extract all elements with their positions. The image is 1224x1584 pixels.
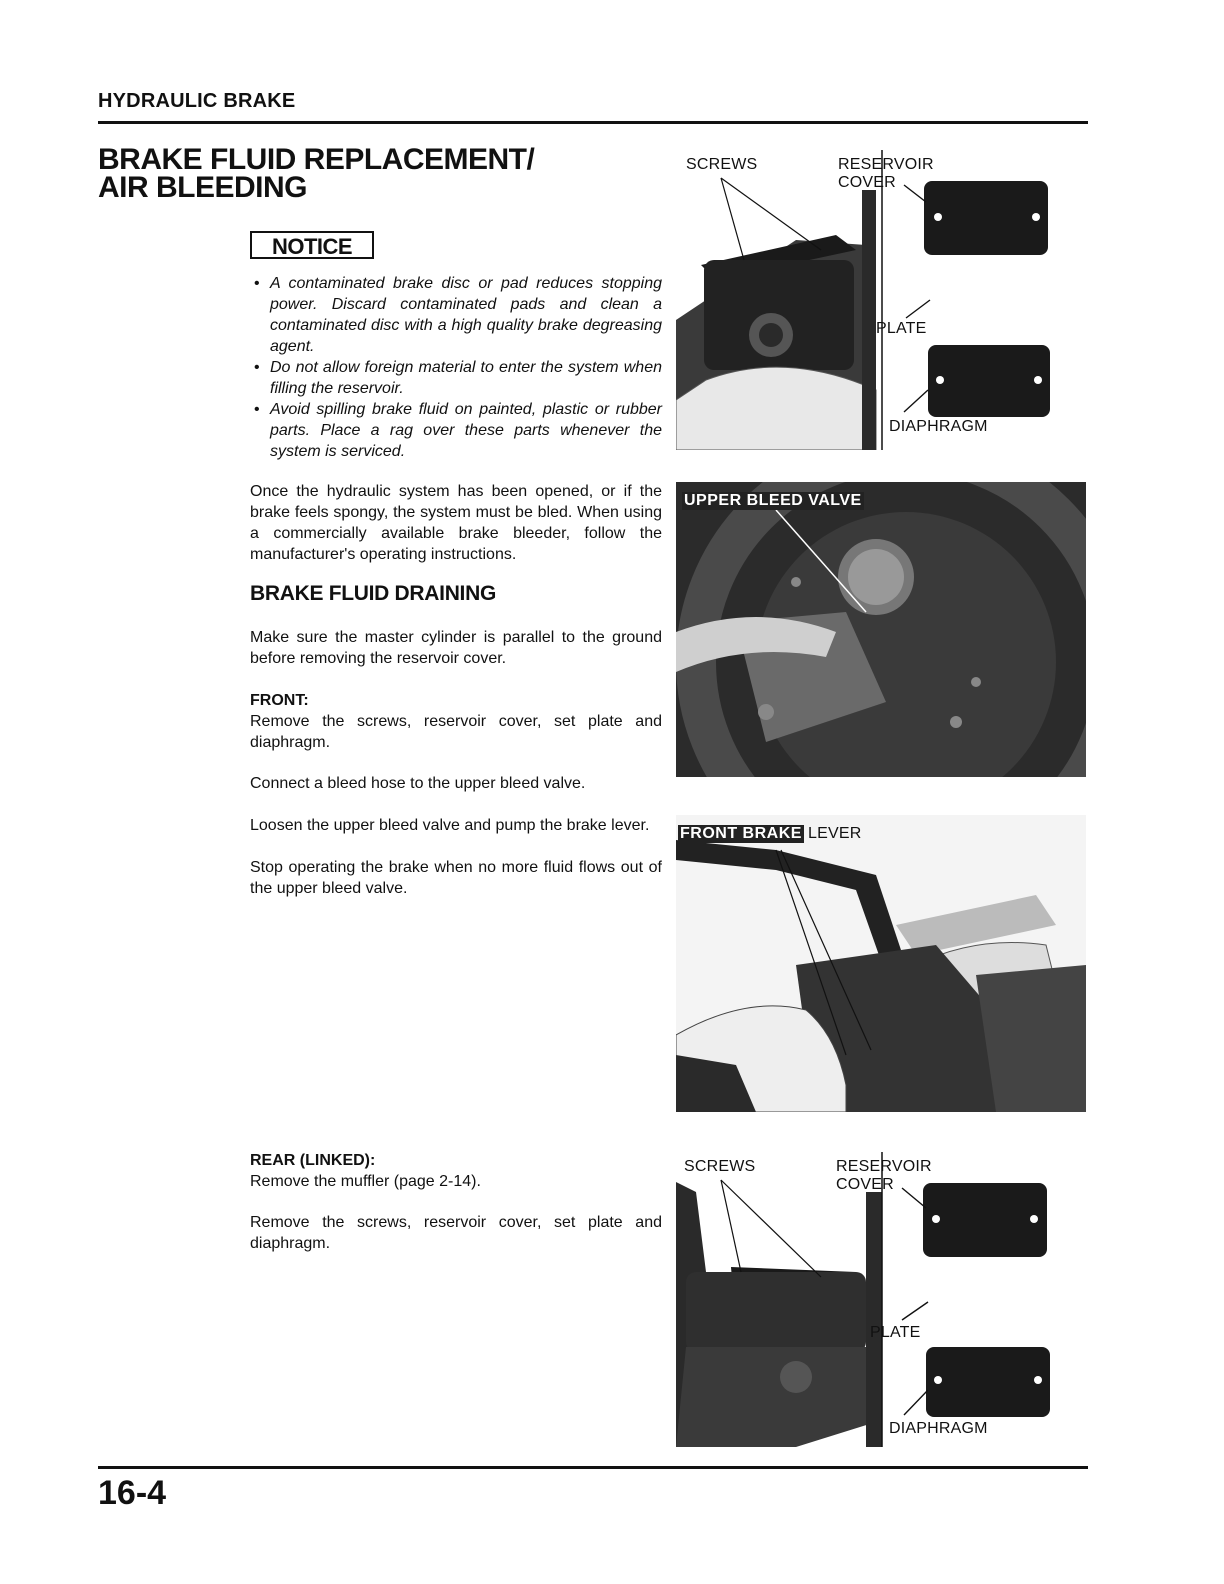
fig1-plate-label: PLATE	[876, 320, 927, 337]
section-header: HYDRAULIC BRAKE	[98, 90, 296, 112]
notice-badge: NOTICE	[250, 231, 374, 259]
intro-paragraph: Once the hydraulic system has been opened, or if the brake feels spongy, the system must be bled. When using a commercially available brake bleeder, follow the manufacturer's operating instructions.	[250, 483, 662, 563]
figure-front-reservoir	[676, 150, 1088, 450]
rear-section	[250, 1150, 662, 1192]
page-title-line1: BRAKE FLUID REPLACEMENT/	[98, 143, 535, 176]
notice-list	[250, 273, 662, 462]
fig4-screws-label: SCREWS	[684, 1158, 756, 1175]
fig3-lever-label: LEVER	[808, 825, 862, 842]
figure-front-brake-lever	[676, 815, 1086, 1112]
notice-item: • Do not allow foreign material to enter the system when filling the reservoir.	[250, 357, 662, 399]
figure-rear-reservoir-art	[676, 1152, 1088, 1447]
fig4-plate-label: PLATE	[870, 1324, 921, 1341]
subheading-draining: BRAKE FLUID DRAINING	[250, 582, 496, 605]
rear-label: REAR (LINKED):	[250, 1152, 376, 1169]
fig4-cover-label: COVER	[836, 1176, 894, 1193]
fig4-reservoir-label: RESERVOIR	[836, 1158, 932, 1175]
front-step-4: Stop operating the brake when no more fluid flows out of the upper bleed valve.	[250, 859, 662, 897]
figure-rear-reservoir	[676, 1152, 1088, 1447]
footer-rule	[98, 1466, 1088, 1469]
figure-upper-bleed-valve-art	[676, 482, 1086, 777]
fig2-upper-bleed-valve-label: UPPER BLEED VALVE	[684, 492, 862, 509]
fig1-diaphragm-label: DIAPHRAGM	[889, 418, 988, 435]
rear-step-2: Remove the screws, reservoir cover, set plate and diaphragm.	[250, 1214, 662, 1252]
page-number: 16-4	[98, 1474, 167, 1512]
fig1-reservoir-label: RESERVOIR	[838, 156, 934, 173]
header-rule	[98, 121, 1088, 124]
figure-front-brake-lever-art	[676, 815, 1086, 1112]
figure-upper-bleed-valve	[676, 482, 1086, 777]
front-step-3: Loosen the upper bleed valve and pump the brake lever.	[250, 817, 650, 834]
fig1-cover-label: COVER	[838, 174, 896, 191]
parallel-paragraph: Make sure the master cylinder is parallel to the ground before removing the reservoir cover.	[250, 629, 662, 667]
front-label: FRONT:	[250, 692, 309, 709]
page-title-line2: AIR BLEEDING	[98, 171, 308, 204]
front-section	[250, 690, 662, 753]
notice-item: • Avoid spilling brake fluid on painted, plastic or rubber parts. Place a rag over these parts whenever the system is serviced.	[250, 399, 662, 462]
front-step-1: Remove the screws, reservoir cover, set plate and diaphragm.	[250, 713, 662, 751]
fig3-front-brake-label: FRONT BRAKE	[680, 825, 802, 842]
fig1-screws-label: SCREWS	[686, 156, 758, 173]
rear-step-1: Remove the muffler (page 2-14).	[250, 1173, 481, 1190]
front-step-2: Connect a bleed hose to the upper bleed valve.	[250, 775, 586, 792]
figure-front-reservoir-art	[676, 150, 1088, 450]
notice-item: • A contaminated brake disc or pad reduces stopping power. Discard contaminated pads and clean a contaminated disc with a high quality brake degreasing agent.	[250, 273, 662, 357]
fig4-diaphragm-label: DIAPHRAGM	[889, 1420, 988, 1437]
page-title	[98, 143, 535, 204]
